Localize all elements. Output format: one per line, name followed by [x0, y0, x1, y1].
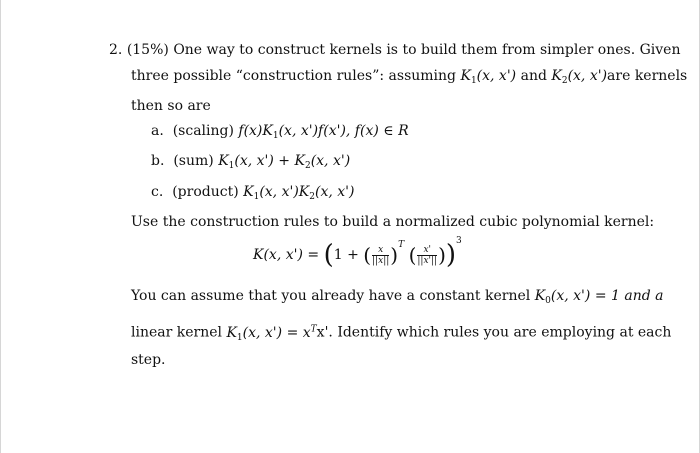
intro-post-text: are kernels	[607, 68, 688, 84]
problem-intro: One way to construct kernels is to build them from simpler ones. Given	[173, 42, 681, 58]
and-text: and	[520, 68, 547, 84]
problem-number: 2.	[109, 42, 123, 58]
intro-text: three possible “construction rules”: assuming	[131, 68, 457, 84]
rule-sum: b. (sum) $K_1(x$, $x') + K_2(x$, x')	[151, 153, 351, 171]
rule-scaling: a. (scaling) $f(x)K_1(x$, x')f(x'), f(x) ∈ R	[151, 123, 409, 141]
task-line: Use the construction rules to build a normalized cubic polynomial kernel:	[131, 214, 655, 230]
problem-line-3: then so are	[131, 98, 211, 114]
assume-line-3: step.	[131, 352, 166, 368]
kernel-k2: $K_2(x$, x')	[551, 68, 608, 86]
cubic-kernel-formula: K(x, x') = (1 + ( $\frac{x}{||x||}$ )$^T$ ( $\frac{x'}{||x'||}$ ))$^3$	[253, 236, 462, 270]
assume-line-2: linear kernel $K_1(x$, $x') = x^Tx'$. Identify which rules you are employing at each	[131, 324, 672, 343]
kernel-k1: $K_1(x$, x')	[460, 68, 517, 86]
assume-line-1: You can assume that you already have a constant kernel $K_0(x$, x') = 1 and a	[131, 288, 664, 306]
rule-product: c. (product) $K_1(x$, $x')K_2(x$, x')	[151, 184, 355, 202]
problem-line-2	[131, 67, 687, 90]
problem-line-1	[109, 41, 680, 59]
problem-weight: (15%)	[126, 42, 169, 58]
